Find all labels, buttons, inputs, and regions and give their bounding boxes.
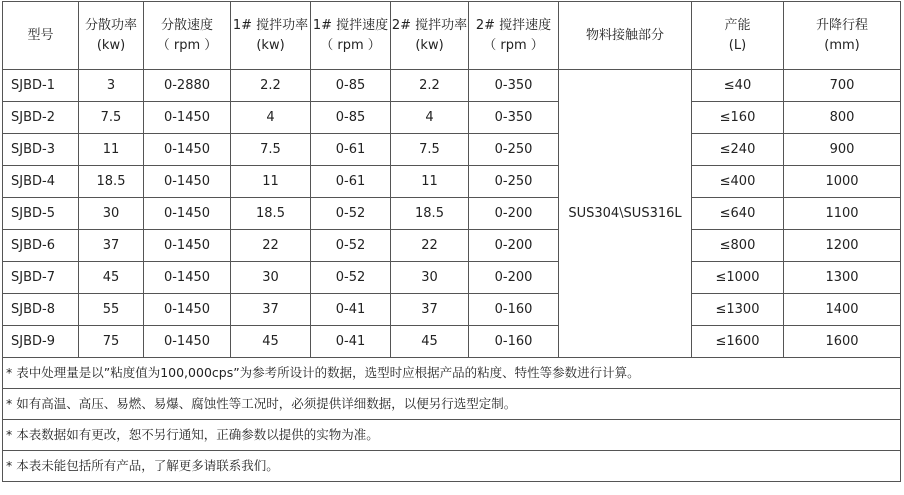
spec-table — [2, 1, 901, 482]
column-header-label: 2# 搅拌速度 — [475, 17, 552, 33]
cell-capacity: ≤240 — [692, 134, 784, 166]
cell-capacity: ≤640 — [692, 198, 784, 230]
cell-mix2-speed: 0-250 — [469, 166, 559, 198]
cell-model: SJBD-7 — [3, 262, 79, 294]
column-header-unit: （ rpm ） — [483, 37, 544, 53]
cell-mix2-power: 30 — [391, 262, 469, 294]
cell-disp-speed: 0-1450 — [144, 166, 231, 198]
column-header — [3, 2, 79, 70]
cell-mix2-speed: 0-200 — [469, 230, 559, 262]
cell-mix2-speed: 0-200 — [469, 198, 559, 230]
cell-mix1-power: 7.5 — [231, 134, 311, 166]
cell-disp-power: 75 — [79, 326, 144, 358]
cell-model: SJBD-1 — [3, 70, 79, 102]
cell-mix2-power: 45 — [391, 326, 469, 358]
column-header-label: 物料接触部分 — [585, 27, 664, 43]
cell-model: SJBD-4 — [3, 166, 79, 198]
cell-capacity: ≤1000 — [692, 262, 784, 294]
cell-disp-power: 3 — [79, 70, 144, 102]
cell-mix1-speed: 0-41 — [311, 294, 391, 326]
column-header-label: 型号 — [27, 27, 54, 43]
cell-capacity: ≤400 — [692, 166, 784, 198]
cell-mix1-speed: 0-85 — [311, 70, 391, 102]
cell-mix2-speed: 0-350 — [469, 70, 559, 102]
notes-section — [3, 358, 901, 482]
cell-disp-power: 7.5 — [79, 102, 144, 134]
cell-model: SJBD-3 — [3, 134, 79, 166]
cell-stroke: 900 — [784, 134, 901, 166]
column-header — [391, 2, 469, 70]
cell-model: SJBD-9 — [3, 326, 79, 358]
note-row — [3, 451, 901, 482]
cell-mix1-speed: 0-52 — [311, 230, 391, 262]
note-text: * 如有高温、高压、易燃、易爆、腐蚀性等工况时，必须提供详细数据，以便另行选型定制。 — [3, 389, 901, 420]
column-header-unit: (kw) — [415, 37, 444, 53]
cell-mix1-speed: 0-61 — [311, 134, 391, 166]
cell-disp-speed: 0-1450 — [144, 198, 231, 230]
column-header-label: 1# 搅拌功率 — [232, 17, 309, 33]
column-header-unit: (L) — [728, 37, 747, 53]
cell-disp-power: 55 — [79, 294, 144, 326]
column-header-label: 2# 搅拌功率 — [391, 17, 468, 33]
column-header-unit: (mm) — [824, 37, 860, 53]
note-row — [3, 358, 901, 389]
cell-mix1-speed: 0-41 — [311, 326, 391, 358]
column-header-unit: (kw) — [96, 37, 126, 53]
cell-mix2-speed: 0-200 — [469, 262, 559, 294]
column-header — [784, 2, 901, 70]
note-row — [3, 420, 901, 451]
cell-disp-speed: 0-2880 — [144, 70, 231, 102]
cell-mix1-power: 37 — [231, 294, 311, 326]
cell-mix2-speed: 0-160 — [469, 326, 559, 358]
cell-material: SUS304\SUS316L — [559, 70, 692, 358]
cell-model: SJBD-6 — [3, 230, 79, 262]
header-row — [3, 2, 901, 70]
column-header — [144, 2, 231, 70]
cell-stroke: 1000 — [784, 166, 901, 198]
cell-capacity: ≤1300 — [692, 294, 784, 326]
cell-mix1-power: 30 — [231, 262, 311, 294]
cell-model: SJBD-5 — [3, 198, 79, 230]
cell-mix2-speed: 0-250 — [469, 134, 559, 166]
cell-disp-speed: 0-1450 — [144, 230, 231, 262]
cell-capacity: ≤40 — [692, 70, 784, 102]
table-row — [3, 230, 901, 262]
cell-mix1-power: 2.2 — [231, 70, 311, 102]
note-text: * 表中处理量是以”粘度值为100,000cps”为参考所设计的数据，选型时应根据产品的粘度、特性等参数进行计算。 — [3, 358, 901, 389]
cell-mix2-power: 11 — [391, 166, 469, 198]
cell-mix1-power: 11 — [231, 166, 311, 198]
column-header — [469, 2, 559, 70]
cell-disp-speed: 0-1450 — [144, 102, 231, 134]
column-header-unit: （ rpm ） — [156, 37, 218, 53]
cell-mix1-speed: 0-61 — [311, 166, 391, 198]
column-header-unit: (kw) — [256, 37, 285, 53]
table-row — [3, 134, 901, 166]
table-row — [3, 326, 901, 358]
cell-stroke: 1600 — [784, 326, 901, 358]
table-row — [3, 70, 901, 102]
column-header-label: 分散速度 — [160, 17, 213, 33]
column-header — [311, 2, 391, 70]
cell-mix2-power: 7.5 — [391, 134, 469, 166]
note-text: * 本表未能包括所有产品，了解更多请联系我们。 — [3, 451, 901, 482]
cell-mix1-power: 18.5 — [231, 198, 311, 230]
cell-stroke: 700 — [784, 70, 901, 102]
cell-model: SJBD-8 — [3, 294, 79, 326]
cell-mix2-power: 18.5 — [391, 198, 469, 230]
table-row — [3, 198, 901, 230]
table-row — [3, 262, 901, 294]
column-header — [231, 2, 311, 70]
cell-disp-speed: 0-1450 — [144, 294, 231, 326]
table-header — [3, 2, 901, 70]
cell-stroke: 1100 — [784, 198, 901, 230]
cell-capacity: ≤800 — [692, 230, 784, 262]
table-row — [3, 294, 901, 326]
cell-stroke: 1300 — [784, 262, 901, 294]
table-body — [3, 70, 901, 358]
cell-mix2-speed: 0-160 — [469, 294, 559, 326]
table-row — [3, 166, 901, 198]
cell-disp-speed: 0-1450 — [144, 262, 231, 294]
cell-disp-power: 18.5 — [79, 166, 144, 198]
column-header-label: 升降行程 — [815, 17, 868, 33]
cell-mix2-power: 22 — [391, 230, 469, 262]
cell-disp-power: 30 — [79, 198, 144, 230]
cell-mix1-power: 45 — [231, 326, 311, 358]
note-text: * 本表数据如有更改，恕不另行通知，正确参数以提供的实物为准。 — [3, 420, 901, 451]
cell-mix1-speed: 0-52 — [311, 198, 391, 230]
cell-disp-power: 11 — [79, 134, 144, 166]
column-header-label: 产能 — [724, 17, 751, 33]
column-header-unit: （ rpm ） — [320, 37, 381, 53]
cell-mix1-power: 22 — [231, 230, 311, 262]
cell-mix2-power: 4 — [391, 102, 469, 134]
cell-disp-speed: 0-1450 — [144, 134, 231, 166]
cell-stroke: 800 — [784, 102, 901, 134]
cell-capacity: ≤1600 — [692, 326, 784, 358]
cell-mix2-speed: 0-350 — [469, 102, 559, 134]
cell-mix2-power: 37 — [391, 294, 469, 326]
cell-mix2-power: 2.2 — [391, 70, 469, 102]
cell-mix1-power: 4 — [231, 102, 311, 134]
note-row — [3, 389, 901, 420]
cell-disp-speed: 0-1450 — [144, 326, 231, 358]
cell-model: SJBD-2 — [3, 102, 79, 134]
cell-disp-power: 37 — [79, 230, 144, 262]
column-header — [559, 2, 692, 70]
column-header-label: 1# 搅拌速度 — [312, 17, 389, 33]
cell-mix1-speed: 0-52 — [311, 262, 391, 294]
table-row — [3, 102, 901, 134]
cell-stroke: 1400 — [784, 294, 901, 326]
column-header-label: 分散功率 — [84, 17, 137, 33]
column-header — [79, 2, 144, 70]
column-header — [692, 2, 784, 70]
cell-disp-power: 45 — [79, 262, 144, 294]
cell-mix1-speed: 0-85 — [311, 102, 391, 134]
spec-table-container — [2, 1, 901, 482]
cell-stroke: 1200 — [784, 230, 901, 262]
cell-capacity: ≤160 — [692, 102, 784, 134]
